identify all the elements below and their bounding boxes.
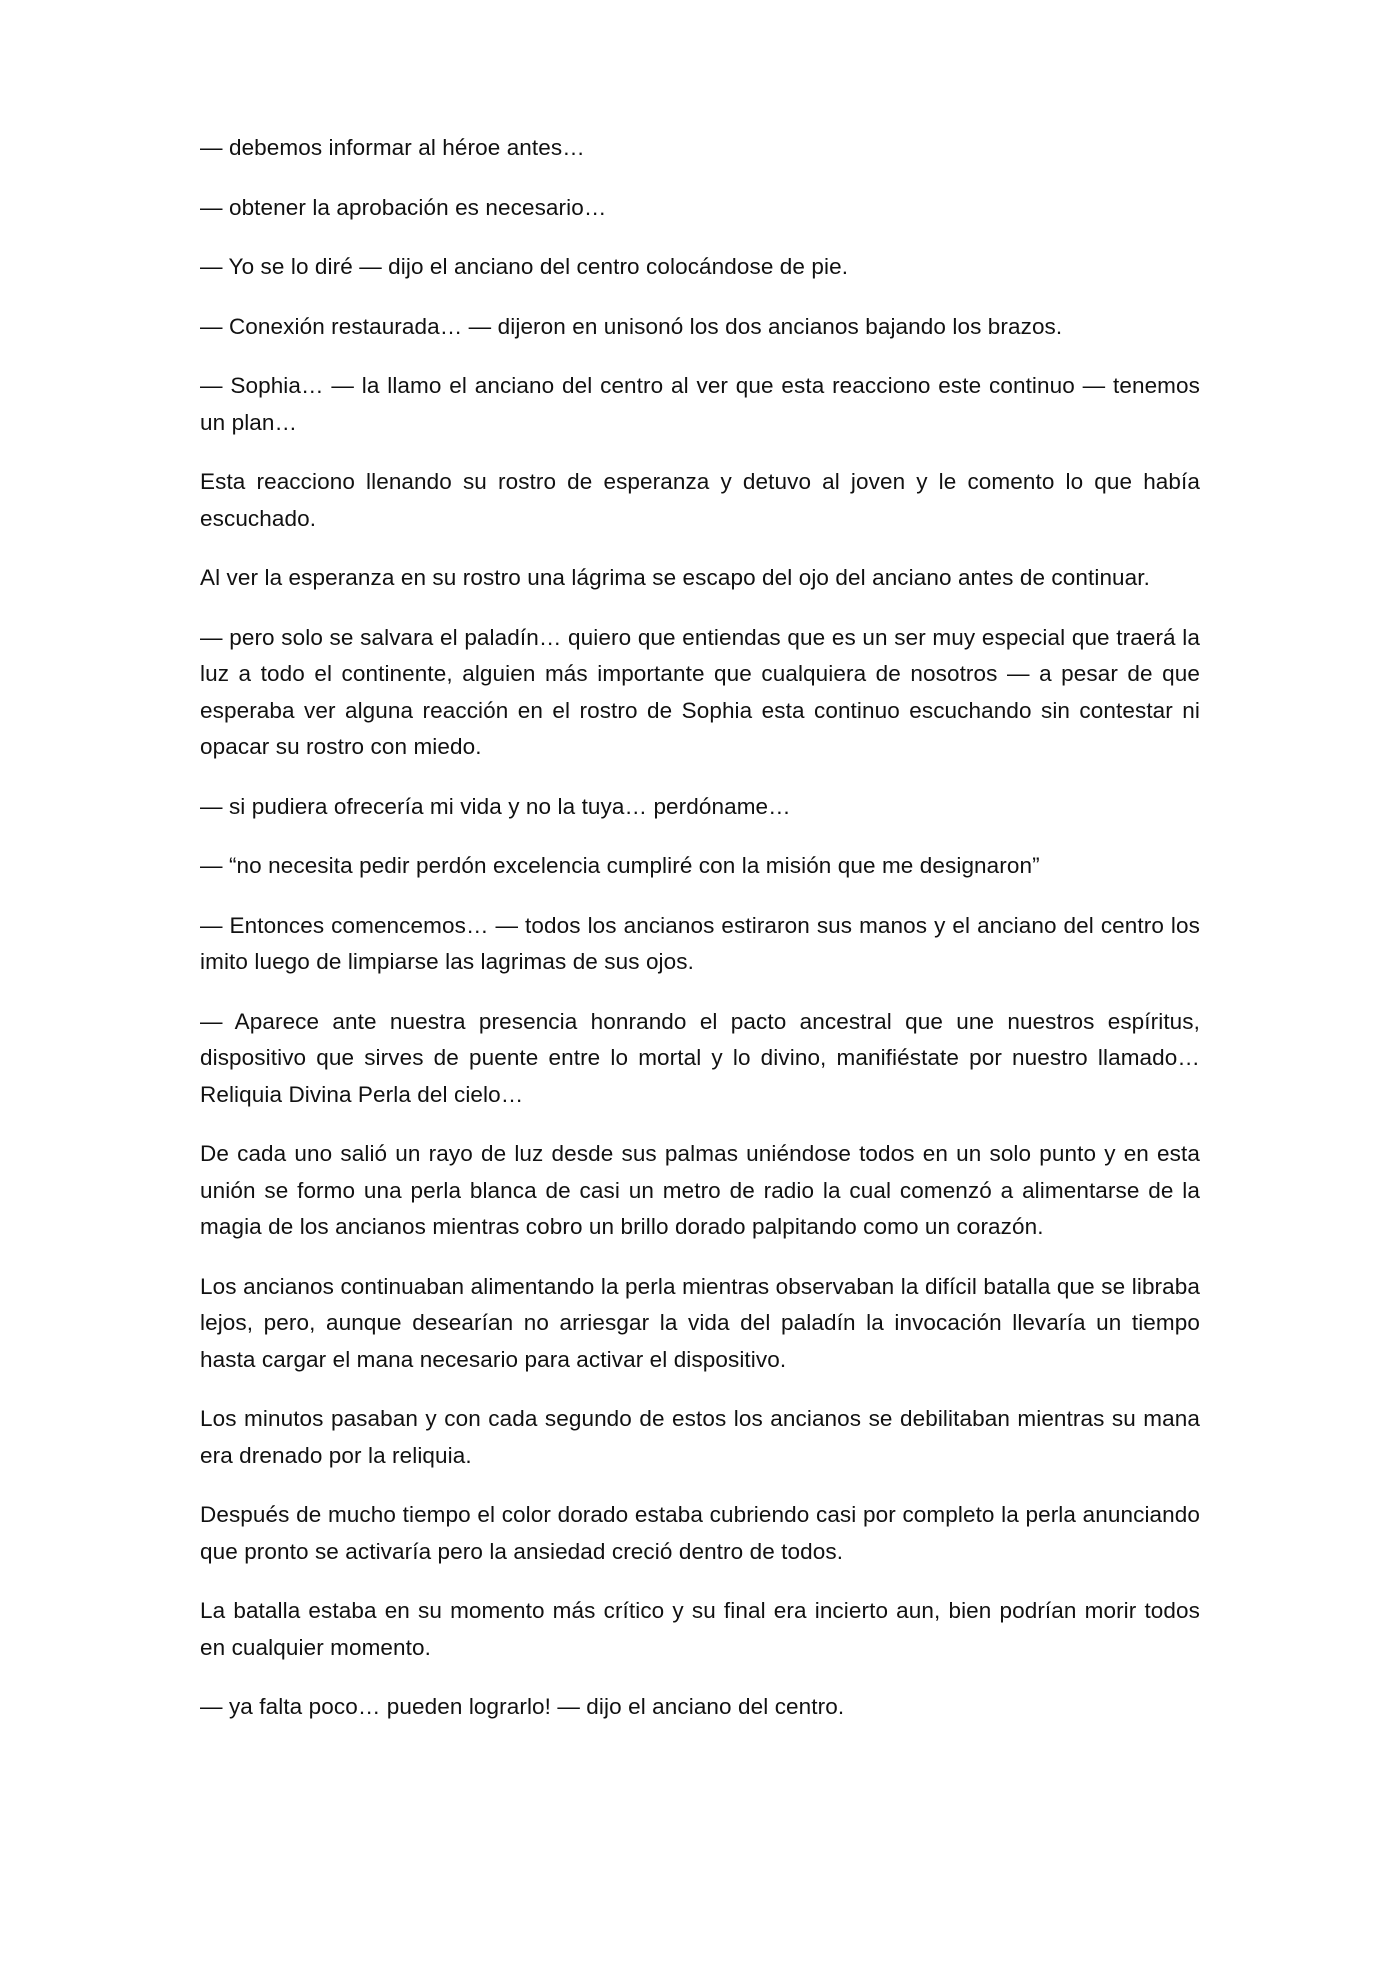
paragraph: — Conexión restaurada… — dijeron en unisonó los dos ancianos bajando los brazos. [200,313,1063,339]
paragraph: Los ancianos continuaban alimentando la perla mientras observaban la difícil batalla que se libraba lejos, pero, aunque desearían no arriesgar la vida del paladín la invocación llevaría un tiempo hasta cargar el mana necesario para activar el dispositivo. [200,1273,1200,1372]
paragraph: — obtener la aprobación es necesario… [200,194,607,220]
paragraph: La batalla estaba en su momento más crítico y su final era incierto aun, bien podrían morir todos en cualquier momento. [200,1598,1200,1660]
paragraph: — Yo se lo diré — dijo el anciano del centro colocándose de pie. [200,254,849,279]
paragraph: Al ver la esperanza en su rostro una lágrima se escapo del ojo del anciano antes de continuar. [200,565,1150,590]
paragraph: — pero solo se salvara el paladín… quiero que entiendas que es un ser muy especial que traerá la luz a todo el continente, alguien más importante que cualquiera de nosotros — a pesar de que esperaba ver alguna reacción en el rostro de Sophia esta continuo escuchando sin contestar ni opacar su rostro con miedo. [200,624,1200,759]
paragraph: — Sophia… — la llamo el anciano del centro al ver que esta reacciono este continuo — tenemos un plan… [200,373,1200,435]
paragraph: — Aparece ante nuestra presencia honrando el pacto ancestral que une nuestros espíritus, dispositivo que sirves de puente entre lo mortal y lo divino, manifiéstate por nuestro llamado… Reliquia Divina Perla del cielo… [200,1008,1200,1107]
paragraph: — ya falta poco… pueden lograrlo! — dijo el anciano del centro. [200,1694,845,1719]
paragraph: — si pudiera ofrecería mi vida y no la tuya… perdóname… [200,793,791,819]
paragraph: Esta reacciono llenando su rostro de esperanza y detuvo al joven y le comento lo que había escuchado. [200,469,1200,531]
paragraph: Los minutos pasaban y con cada segundo de estos los ancianos se debilitaban mientras su mana era drenado por la reliquia. [200,1406,1200,1468]
paragraph: Después de mucho tiempo el color dorado estaba cubriendo casi por completo la perla anunciando que pronto se activaría pero la ansiedad creció dentro de todos. [200,1502,1200,1564]
document-body [200,130,1200,1749]
paragraph: — debemos informar al héroe antes… [200,135,585,160]
paragraph: De cada uno salió un rayo de luz desde sus palmas uniéndose todos en un solo punto y en esta unión se formo una perla blanca de casi un metro de radio la cual comenzó a alimentarse de la magia de los ancianos mientras cobro un brillo dorado palpitando como un corazón. [200,1141,1200,1239]
paragraph: — Entonces comencemos… — todos los ancianos estiraron sus manos y el anciano del centro los imito luego de limpiarse las lagrimas de sus ojos. [200,912,1200,974]
paragraph: — “no necesita pedir perdón excelencia cumpliré con la misión que me designaron” [200,853,1040,878]
